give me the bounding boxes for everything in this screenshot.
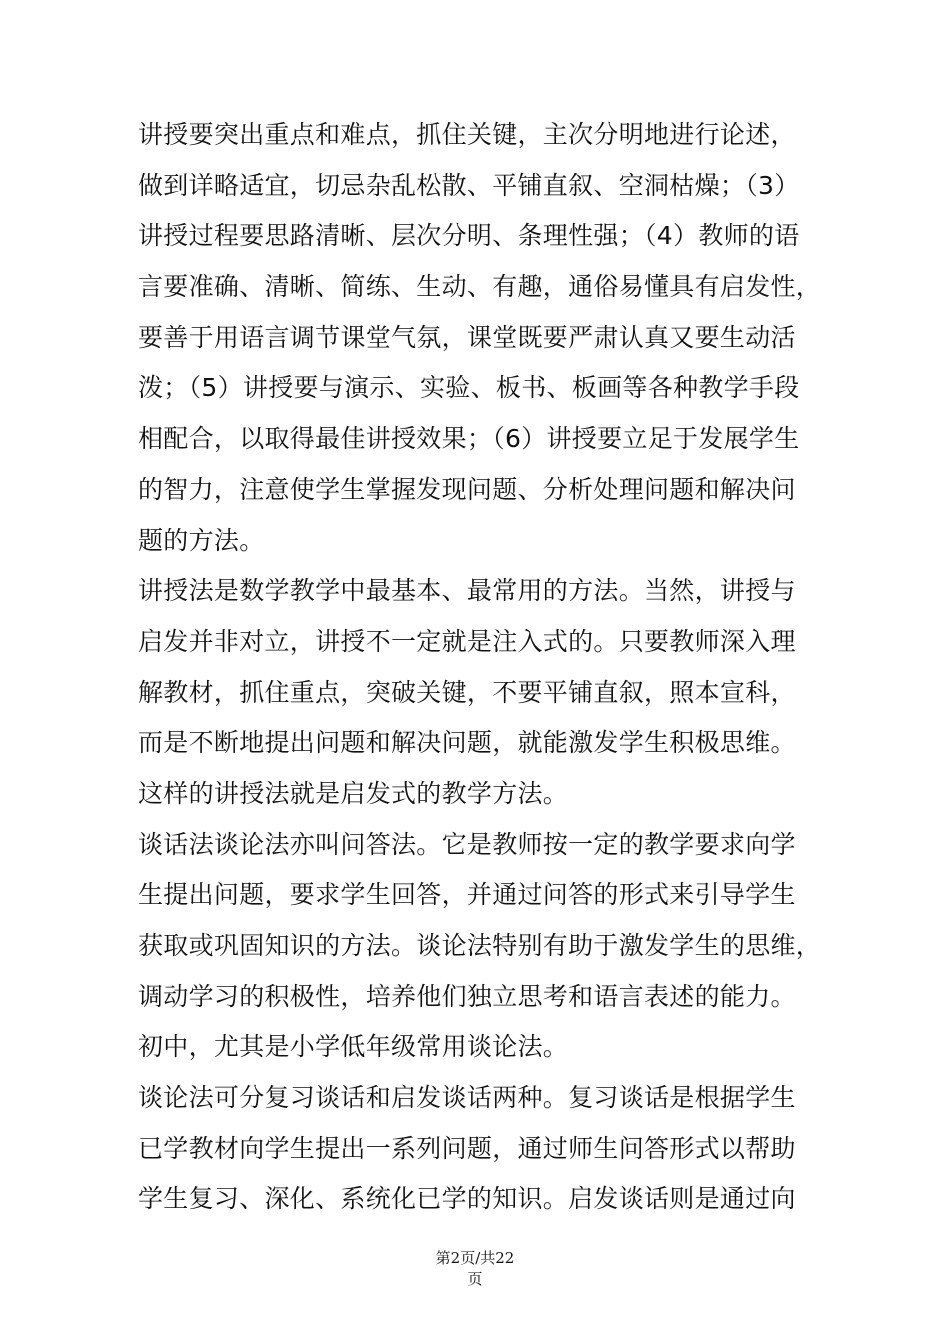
text-line: 获取或巩固知识的方法。谈论法特别有助于激发学生的思维， [138,931,822,960]
text-line: 已学教材向学生提出一系列问题，通过师生问答形式以帮助 [138,1133,796,1163]
text-line: 调动学习的积极性，培养他们独立思考和语言表述的能力。 [138,981,796,1011]
text-line: 初中，尤其是小学低年级常用谈论法。 [138,1032,569,1062]
text-line: 的智力，注意使学生掌握发现问题、分析处理问题和解决问 [138,474,796,504]
text-line: 相配合，以取得最佳讲授效果；（6）讲授要立足于发展学生 [138,424,800,454]
page-number: 第2页/共22 [435,1249,515,1267]
text-line: 讲授法是数学教学中最基本、最常用的方法。当然，讲授与 [138,576,796,606]
page-footer [0,1248,950,1290]
text-line: 生提出问题，要求学生回答，并通过问答的形式来引导学生 [138,880,796,910]
text-line: 学生复习、深化、系统化已学的知识。启发谈话则是通过向 [138,1184,796,1214]
text-line: 讲授过程要思路清晰、层次分明、条理性强；（4）教师的语 [138,221,800,251]
text-line: 解教材，抓住重点，突破关键，不要平铺直叙，照本宣科， [138,677,796,707]
text-line: 谈话法谈论法亦叫问答法。它是教师按一定的教学要求向学 [138,829,796,859]
text-line: 讲授要突出重点和难点，抓住关键，主次分明地进行论述， [138,120,796,149]
text-line: 言要准确、清晰、简练、生动、有趣，通俗易懂具有启发性， [138,272,822,302]
text-line: 而是不断地提出问题和解决问题，就能激发学生积极思维。 [138,728,796,758]
text-line: 谈论法可分复习谈话和启发谈话两种。复习谈话是根据学生 [138,1083,796,1113]
text-line: 做到详略适宜，切忌杂乱松散、平铺直叙、空洞枯燥；（3） [138,170,800,200]
page-number-suffix: 页 [467,1270,483,1288]
text-line: 要善于用语言调节课堂气氛，课堂既要严肃认真又要生动活 [138,322,796,352]
text-line: 这样的讲授法就是启发式的教学方法。 [138,778,569,808]
text-line: 泼；（5）讲授要与演示、实验、板书、板画等各种教学手段 [138,373,800,403]
text-line: 题的方法。 [138,525,265,555]
text-line: 启发并非对立，讲授不一定就是注入式的。只要教师深入理 [138,626,796,656]
document-body [138,110,838,1225]
